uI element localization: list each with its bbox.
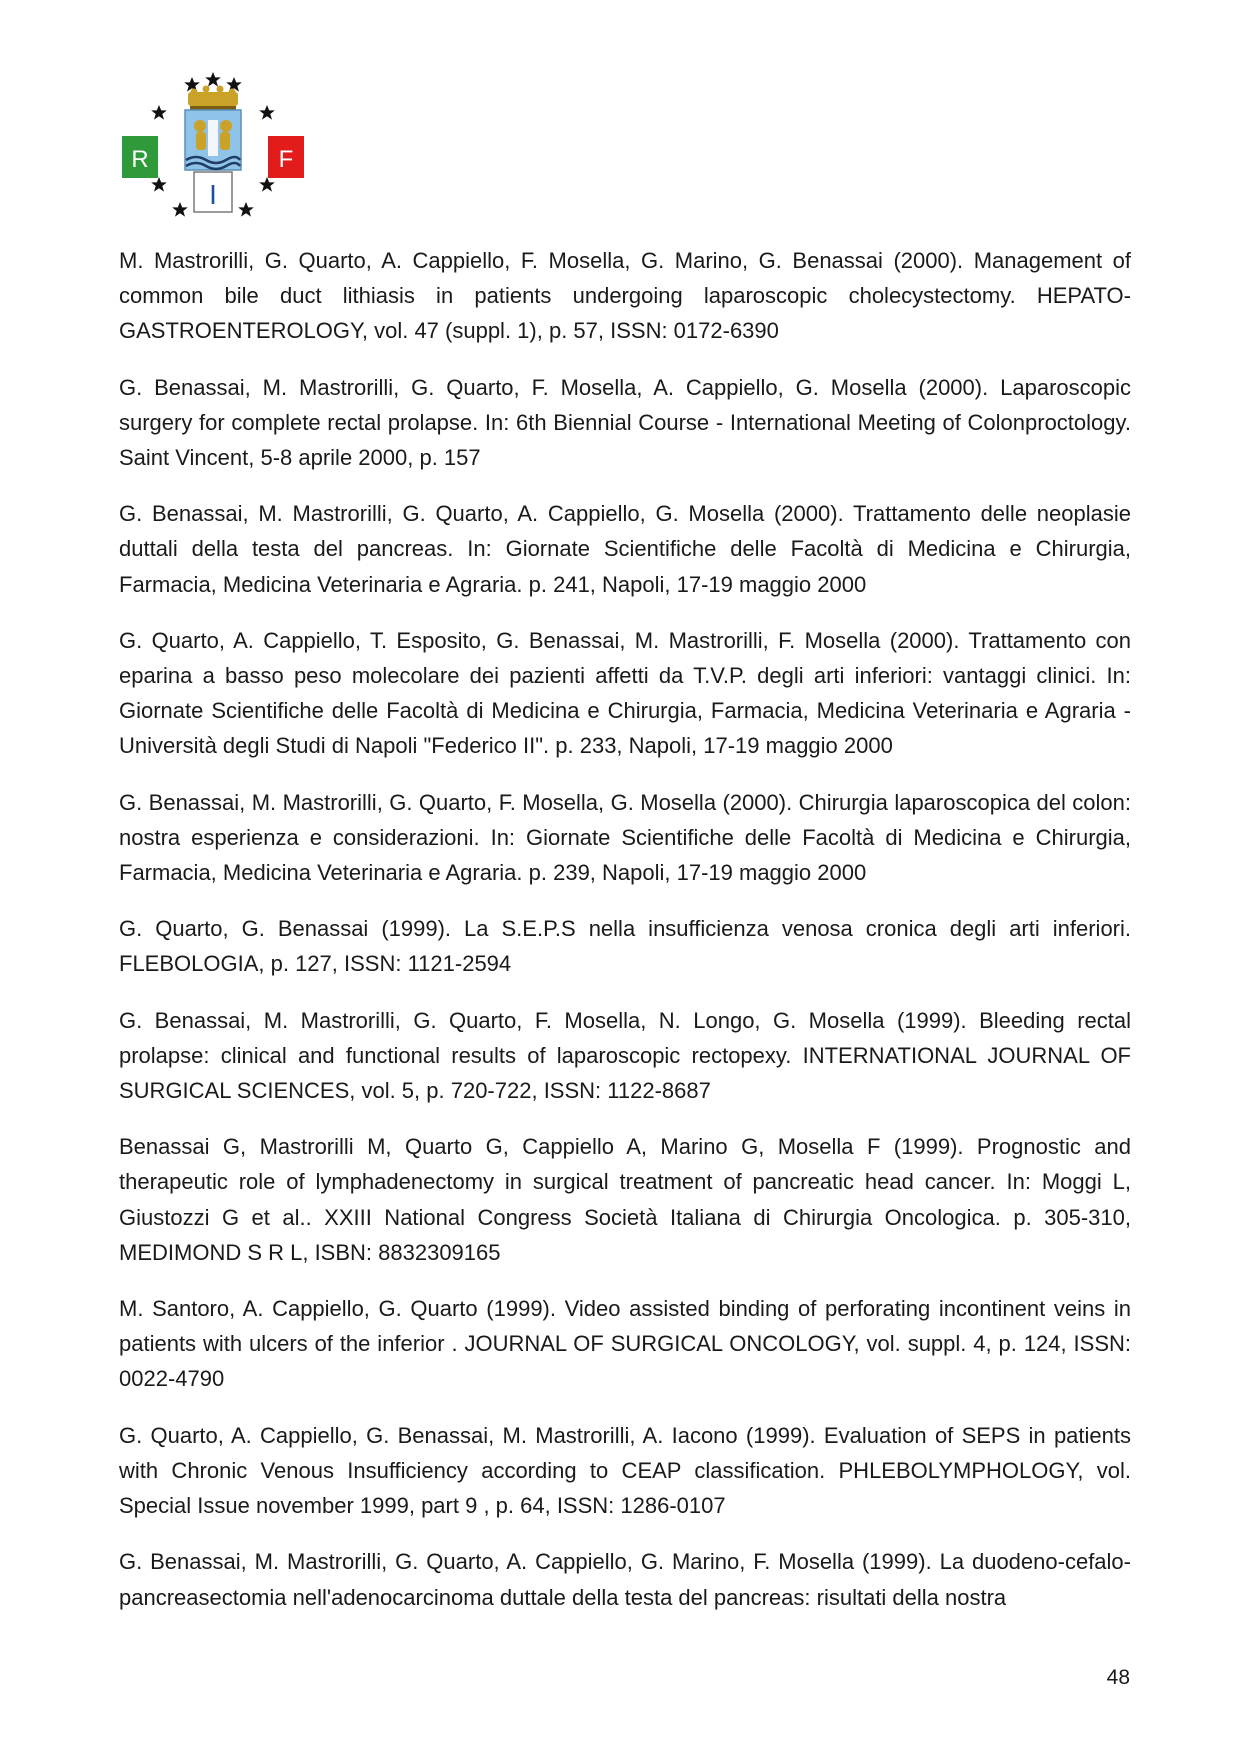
publication-entry: M. Santoro, A. Cappiello, G. Quarto (1999). Video assisted binding of perforating incontinent veins in patients with ulcers of the inferior . JOURNAL OF SURGICAL ONCOLOGY, vol. suppl. 4, p. 124, ISSN: 0022-4790 [119,1296,1131,1392]
svg-text:F: F [278,146,294,173]
publication-entry: G. Benassai, M. Mastrorilli, G. Quarto, A. Cappiello, G. Mosella (2000). Trattamento delle neoplasie duttali della testa del pancreas. In: Giornate Scientifiche delle Facoltà di Medicina e Chirurgia, Farmacia, Medicina Veterinaria e Agraria. p. 241, Napoli, 17-19 maggio 2000 [119,501,1131,597]
publication-entry: G. Quarto, A. Cappiello, G. Benassai, M. Mastrorilli, A. Iacono (1999). Evaluation of SEPS in patients with Chronic Venous Insufficiency according to CEAP classification. PHLEBOLYMPHOLOGY, vol. Special Issue november 1999, part 9 , p. 64, ISSN: 1286-0107 [119,1422,1131,1519]
publication-entry: G. Benassai, M. Mastrorilli, G. Quarto, F. Mosella, N. Longo, G. Mosella (1999). Bleeding rectal prolapse: clinical and functional results of laparoscopic rectopexy. INTERNATIONAL JOURNAL OF SURGICAL SCIENCES, vol. 5, p. 720-722, ISSN: 1122-8687 [119,1007,1131,1104]
publication-entry: G. Benassai, M. Mastrorilli, G. Quarto, F. Mosella, A. Cappiello, G. Mosella (2000). Laparoscopic surgery for complete rectal prolapse. In: 6th Biennial Course - International Meeting of Colonproctology. Saint Vincent, 5-8 aprile 2000, p. 157 [119,374,1131,471]
publication-entry: G. Quarto, A. Cappiello, T. Esposito, G. Benassai, M. Mastrorilli, F. Mosella (2000). Trattamento con eparina a basso peso molecolare dei pazienti affetti da T.V.P. degli arti inferiori: vantaggi clinici. In: Giornate Scientifiche delle Facoltà di Medicina e Chirurgia, Farmacia, Medicina Veterinaria e Agraria - Università degli Studi di Napoli "Federico II". p. 233, Napoli, 17-19 maggio 2000 [119,627,1131,759]
shield-icon [185,110,241,170]
publication-entry: M. Mastrorilli, G. Quarto, A. Cappiello, F. Mosella, G. Marino, G. Benassai (2000). Management of common bile duct lithiasis in patients undergoing laparoscopic cholecystectomy. HEPATO-GASTROENTEROLOGY, vol. 47 (suppl. 1), p. 57, ISSN: 0172-6390 [119,248,1131,344]
publication-entry: G. Benassai, M. Mastrorilli, G. Quarto, A. Cappiello, G. Marino, F. Mosella (1999). La duodeno-cefalo-pancreasectomia nell'adenocarcinoma duttale della testa del pancreas: risultati della nostra [119,1549,1131,1610]
publication-entry: G. Benassai, M. Mastrorilli, G. Quarto, F. Mosella, G. Mosella (2000). Chirurgia laparoscopica del colon: nostra esperienza e considerazioni. In: Giornate Scientifiche delle Facoltà di Medicina e Chirurgia, Farmacia, Medicina Veterinaria e Agraria. p. 239, Napoli, 17-19 maggio 2000 [119,789,1131,886]
publication-list [119,243,1131,1636]
rfi-logo [120,72,306,232]
publication-entry: G. Quarto, G. Benassai (1999). La S.E.P.S nella insufficienza venosa cronica degli arti inferiori. FLEBOLOGIA, p. 127, ISSN: 1121-2594 [119,916,1131,977]
page-number: 48 [1106,1666,1130,1689]
publication-entry: Benassai G, Mastrorilli M, Quarto G, Cappiello A, Marino G, Mosella F (1999). Prognostic and therapeutic role of lymphadenectomy in surgical treatment of pancreatic head cancer. In: Moggi L, Giustozzi G et al.. XXIII National Congress Società Italiana di Chirurgia Oncologica. p. 305-310, MEDIMOND S R L, ISBN: 8832309165 [119,1134,1131,1265]
crown-icon [188,86,238,111]
svg-text:I: I [209,179,217,210]
svg-text:R: R [131,146,149,173]
